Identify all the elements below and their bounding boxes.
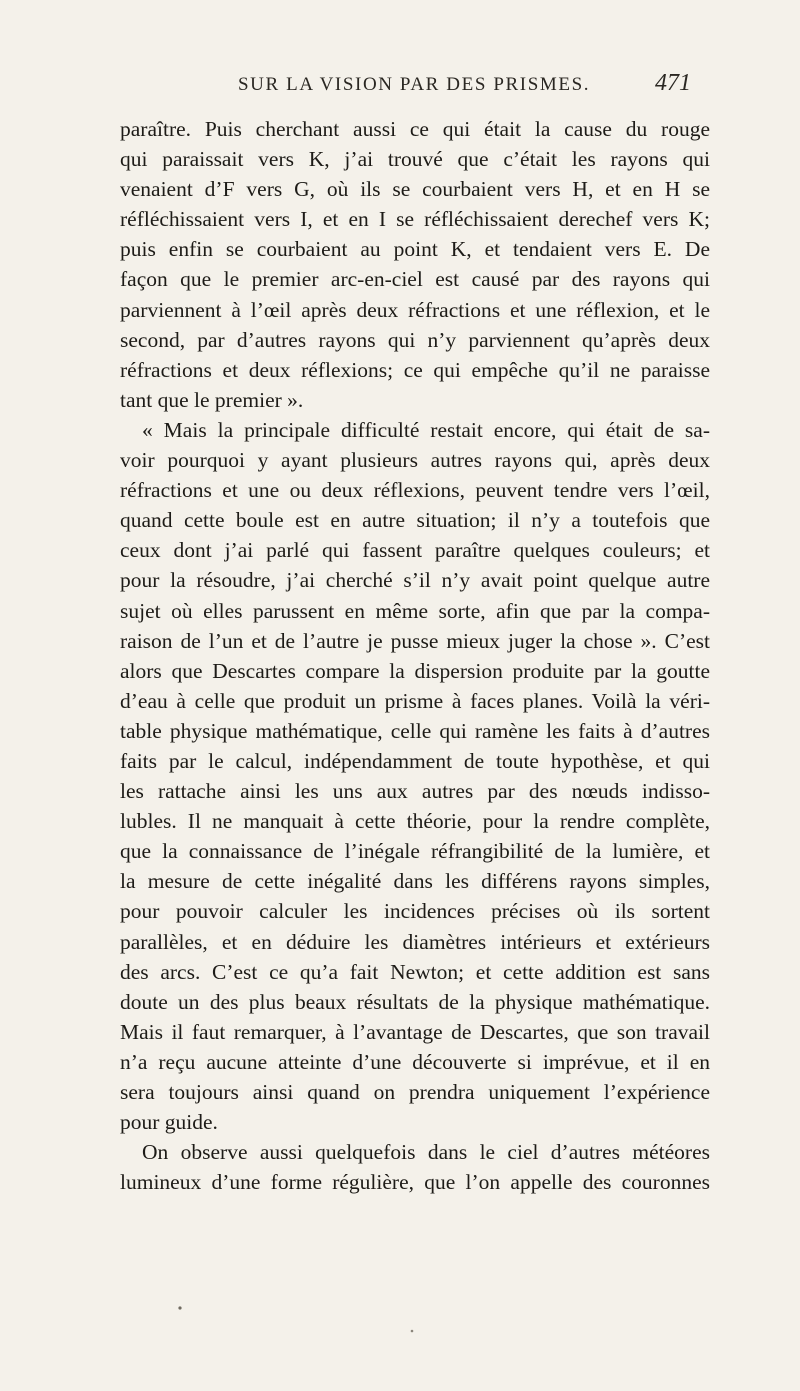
text-line: voir pourquoi y ayant plusieurs autres rayons qui, après deux (120, 448, 710, 473)
text-line: second, par d’autres rayons qui n’y parviennent qu’après deux (120, 327, 710, 352)
text-line: Mais il faut remarquer, à l’avantage de Descartes, que son travail (120, 1019, 710, 1044)
text-line: table physique mathématique, celle qui ramène les faits à d’autres (120, 718, 710, 743)
text-line: lubles. Il ne manquait à cette théorie, pour la rendre complète, (120, 809, 710, 834)
text-line: façon que le premier arc-en-ciel est causé par des rayons qui (120, 267, 710, 292)
text-line: sera toujours ainsi quand on prendra uniquement l’expérience (120, 1080, 710, 1104)
text-line: « Mais la principale difficulté restait encore, qui était de sa- (142, 417, 710, 442)
text-line: On observe aussi quelquefois dans le ciel d’autres météores (142, 1140, 710, 1165)
text-line: venaient d’F vers G, où ils se courbaient vers H, et en H se (120, 177, 710, 202)
text-line: que la connaissance de l’inégale réfrangibilité de la lumière, et (120, 839, 710, 864)
text-line: quand cette boule est en autre situation; il n’y a toutefois que (120, 508, 710, 533)
running-title: SUR LA VISION PAR DES PRISMES. (238, 74, 591, 95)
text-line: réfractions et une ou deux réflexions, peuvent tendre vers l’œil, (120, 478, 710, 503)
text-line: pour guide. (120, 1110, 218, 1135)
text-line: la mesure de cette inégalité dans les différens rayons simples, (120, 869, 710, 894)
text-line: tant que le premier ». (120, 387, 304, 412)
text-line: puis enfin se courbaient au point K, et tendaient vers E. De (120, 237, 710, 262)
page-number: 471 (655, 70, 691, 96)
text-line: réfractions et deux réflexions; ce qui empêche qu’il ne paraisse (120, 357, 710, 382)
body-text (120, 114, 710, 1197)
text-line: n’a reçu aucune atteinte d’une découverte si imprévue, et il en (120, 1049, 710, 1074)
text-line: qui paraissait vers K, j’ai trouvé que c’était les rayons qui (120, 147, 710, 172)
text-line: pour pouvoir calculer les incidences précises où ils sortent (120, 899, 710, 924)
text-line: ceux dont j’ai parlé qui fassent paraître quelques couleurs; et (120, 538, 710, 563)
text-line: sujet où elles parussent en même sorte, afin que par la compa- (120, 598, 710, 623)
text-line: parviennent à l’œil après deux réfractions et une réflexion, et le (120, 297, 710, 322)
text-line: réfléchissaient vers I, et en I se réfléchissaient derechef vers K; (120, 207, 710, 232)
text-line: pour la résoudre, j’ai cherché s’il n’y avait point quelque autre (120, 568, 710, 593)
text-line: alors que Descartes compare la dispersion produite par la goutte (120, 658, 710, 683)
text-line: raison de l’un et de l’autre je pusse mieux juger la chose ». C’est (120, 628, 710, 653)
text-line: les rattache ainsi les uns aux autres par des nœuds indisso- (120, 779, 710, 804)
text-line: faits par le calcul, indépendamment de toute hypothèse, et qui (120, 748, 710, 773)
text-line: des arcs. C’est ce qu’a fait Newton; et cette addition est sans (120, 959, 710, 984)
paper-speck (411, 1330, 414, 1333)
text-line: paraître. Puis cherchant aussi ce qui était la cause du rouge (120, 117, 710, 141)
text-line: parallèles, et en déduire les diamètres intérieurs et extérieurs (120, 929, 710, 954)
text-line: lumineux d’une forme régulière, que l’on appelle des couronnes (120, 1170, 710, 1195)
paper-speck (178, 1306, 181, 1309)
text-line: doute un des plus beaux résultats de la physique mathématique. (120, 989, 710, 1014)
text-line: d’eau à celle que produit un prisme à faces planes. Voilà la véri- (120, 688, 710, 713)
